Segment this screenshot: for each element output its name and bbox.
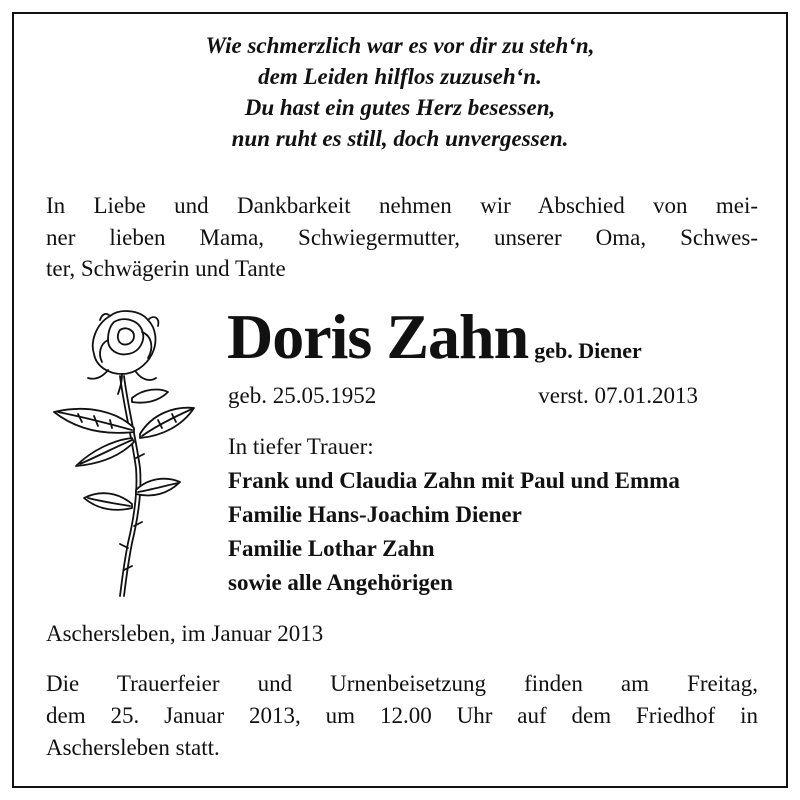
place-date: Aschersleben, im Januar 2013	[46, 621, 324, 646]
funeral-info	[46, 668, 758, 764]
rose-icon	[48, 308, 198, 600]
mourner-name: Frank und Claudia Zahn mit Paul und Emma	[228, 468, 680, 493]
funeral-line: dem 25. Januar 2013, um 12.00 Uhr auf dem Friedhof in	[46, 703, 758, 728]
poem-line: dem Leiden hilflos zuzuseh‘n.	[258, 64, 542, 89]
mourner-name: sowie alle Angehörigen	[228, 570, 453, 595]
mourners-block	[228, 430, 680, 600]
mourners-heading: In tiefer Trauer:	[228, 434, 374, 459]
funeral-line: Die Trauerfeier und Urnenbeisetzung finden am Freitag,	[46, 671, 758, 696]
poem-line: Wie schmerzlich war es vor dir zu steh‘n,	[205, 33, 595, 58]
deceased-name: Doris Zahn	[227, 301, 529, 372]
life-dates	[228, 380, 698, 411]
funeral-line: Aschersleben statt.	[46, 735, 220, 760]
poem-line: Du hast ein gutes Herz besessen,	[244, 95, 556, 120]
intro-line: ter, Schwägerin und Tante	[46, 256, 286, 281]
death-date: verst. 07.01.2013	[538, 383, 698, 408]
intro-line: In Liebe und Dankbarkeit nehmen wir Abschied von mei-	[46, 193, 758, 218]
birth-date: geb. 25.05.1952	[228, 383, 377, 408]
mourner-name: Familie Lothar Zahn	[228, 536, 435, 561]
deceased-name-line	[227, 300, 642, 374]
mourner-name: Familie Hans-Joachim Diener	[228, 502, 522, 527]
poem	[0, 30, 800, 154]
poem-line: nun ruht es still, doch unvergessen.	[231, 126, 569, 151]
intro-text	[46, 190, 758, 285]
intro-line: ner lieben Mama, Schwiegermutter, unserer Oma, Schwes-	[46, 224, 758, 250]
maiden-name: geb. Diener	[534, 338, 642, 363]
